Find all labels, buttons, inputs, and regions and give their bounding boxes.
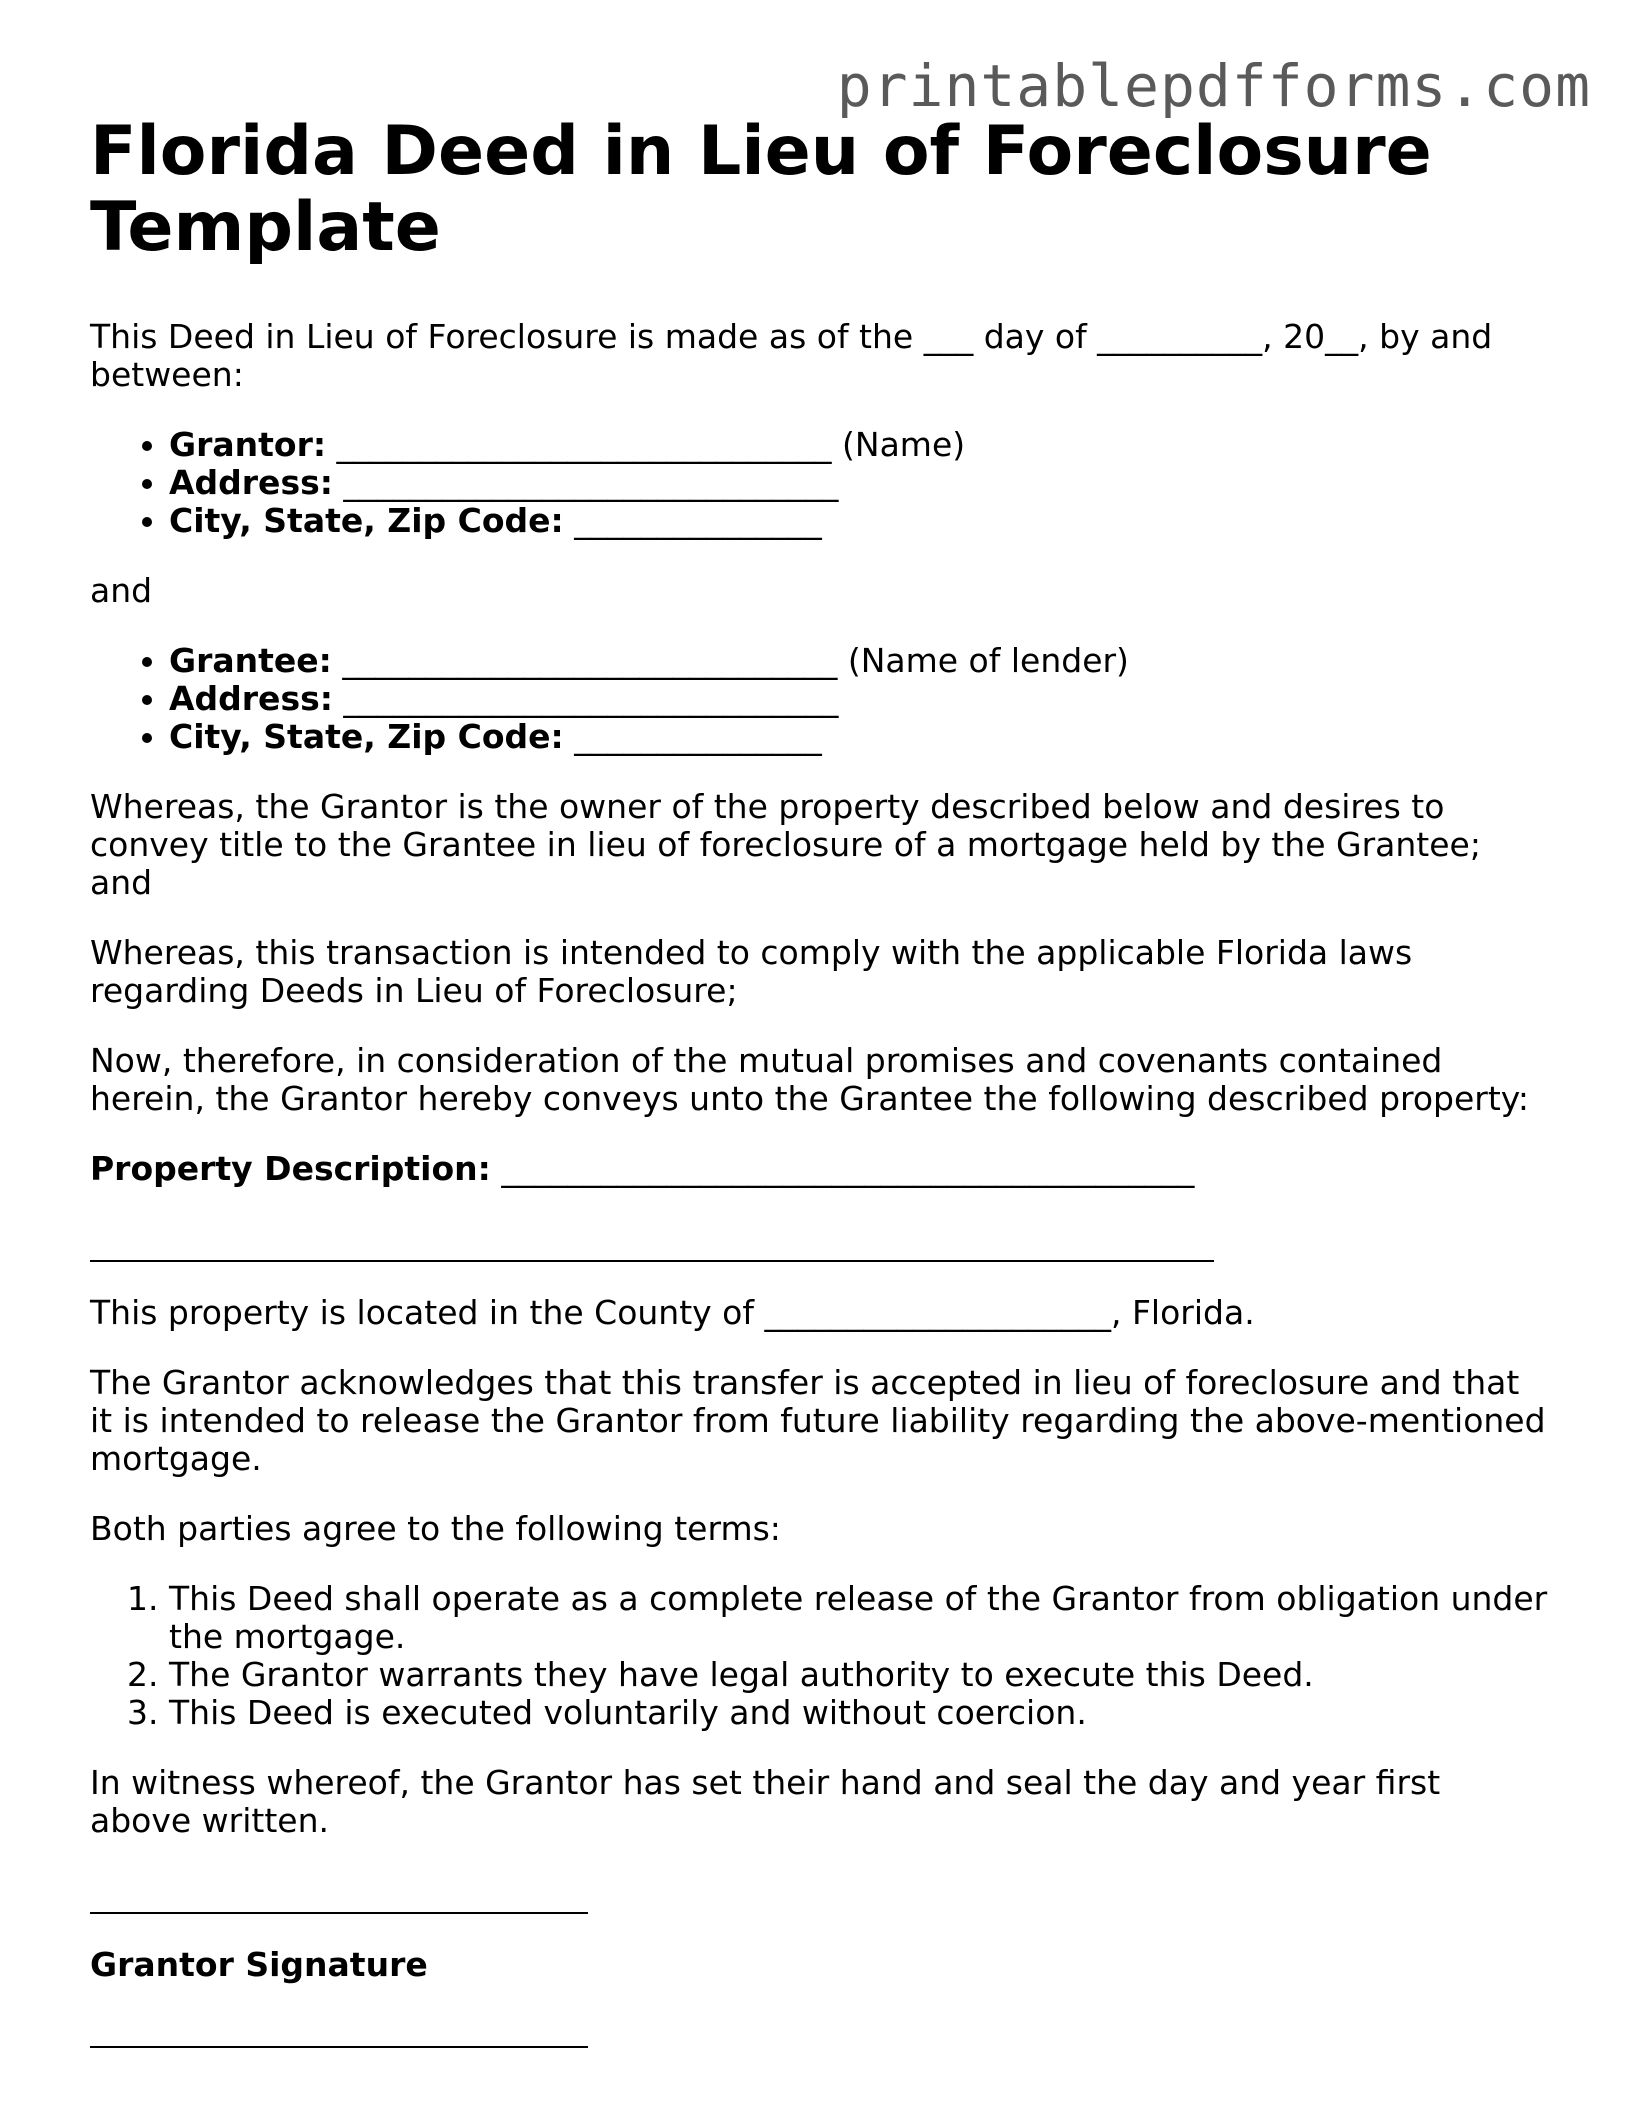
field-blank[interactable]: ______________________________	[332, 463, 839, 502]
terms-intro: Both parties agree to the following terms:	[90, 1509, 781, 1548]
acknowledgement-paragraph: The Grantor acknowledges that this transfer is accepted in lieu of foreclosure and that it is intended to release the Grantor from future liability regarding the above-mentioned mortgage.	[90, 1363, 1546, 1478]
field-blank[interactable]: ______________________________	[332, 679, 839, 718]
signature-line[interactable]	[90, 2046, 588, 2048]
field-blank[interactable]: __________________________________________	[490, 1149, 1195, 1188]
field-label: Property Description:	[90, 1149, 491, 1188]
property-description	[90, 1150, 1550, 1188]
document-page	[90, 114, 1550, 2048]
field-blank[interactable]: _______________	[563, 501, 822, 540]
list-item: 2. The Grantor warrants they have legal authority to execute this Deed.	[169, 1656, 1550, 1694]
county-paragraph: This property is located in the County of _____________________, Florida.	[90, 1293, 1255, 1332]
list-item: 1. This Deed shall operate as a complete release of the Grantor from obligation under the mortgage.	[169, 1580, 1550, 1656]
intro-paragraph: This Deed in Lieu of Foreclosure is made as of the ___ day of __________, 20__, by and between:	[90, 317, 1493, 394]
now-therefore-paragraph: Now, therefore, in consideration of the mutual promises and covenants contained herein, the Grantor hereby conveys unto the Grantee the following described property:	[90, 1041, 1530, 1118]
list-item	[169, 642, 1550, 680]
list-item: 3. This Deed is executed voluntarily and without coercion.	[169, 1694, 1550, 1732]
field-blank[interactable]: ______________________________ (Name)	[326, 425, 966, 464]
whereas-paragraph-1: Whereas, the Grantor is the owner of the property described below and desires to convey title to the Grantee in lieu of foreclosure of a mortgage held by the Grantee; and	[90, 787, 1481, 902]
page-title: Florida Deed in Lieu of Foreclosure Template	[90, 112, 1432, 267]
field-blank[interactable]: ______________________________ (Name of lender)	[331, 641, 1129, 680]
field-label: Address:	[169, 679, 333, 718]
grantor-fields-list	[90, 426, 1550, 540]
field-label: City, State, Zip Code:	[169, 501, 564, 540]
field-label: Grantee:	[169, 641, 332, 680]
witness-paragraph: In witness whereof, the Grantor has set their hand and seal the day and year first above written.	[90, 1763, 1441, 1840]
whereas-paragraph-2: Whereas, this transaction is intended to comply with the applicable Florida laws regarding Deeds in Lieu of Foreclosure;	[90, 933, 1413, 1010]
signature-line[interactable]	[90, 1912, 588, 1914]
field-label: City, State, Zip Code:	[169, 717, 564, 756]
and-text: and	[90, 571, 153, 610]
grantee-fields-list	[90, 642, 1550, 756]
watermark: printablepdfforms.com	[836, 52, 1591, 120]
field-blank[interactable]: _______________	[563, 717, 822, 756]
list-item	[169, 680, 1550, 718]
list-item	[169, 464, 1550, 502]
list-item	[169, 426, 1550, 464]
field-label: Grantor:	[169, 425, 327, 464]
list-item	[169, 718, 1550, 756]
terms-list	[90, 1580, 1550, 1732]
field-label: Address:	[169, 463, 333, 502]
list-item	[169, 502, 1550, 540]
property-description-line[interactable]	[90, 1260, 1214, 1262]
signature-label: Grantor Signature	[90, 1945, 428, 1984]
